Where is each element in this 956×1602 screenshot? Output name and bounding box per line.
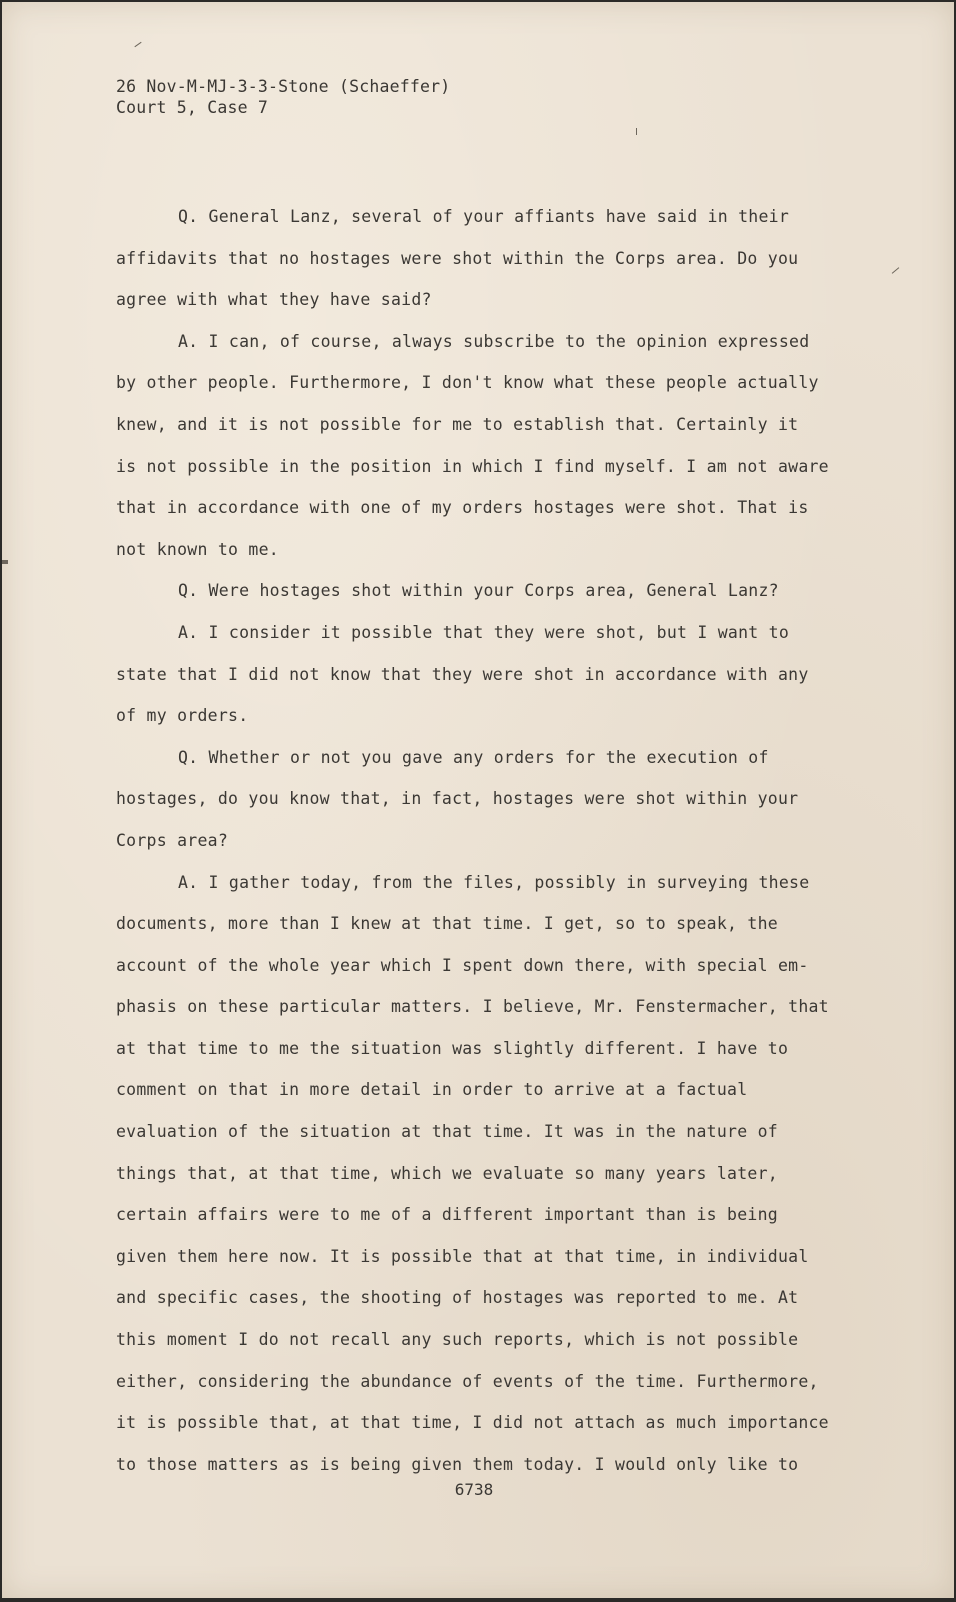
transcript-line: at that time to me the situation was slightly different. I have to <box>116 1038 789 1058</box>
transcript-line: comment on that in more detail in order to arrive at a factual <box>116 1080 748 1100</box>
transcript-line: and specific cases, the shooting of hostages was reported to me. At <box>116 1288 799 1308</box>
transcript-line: that in accordance with one of my orders hostages were shot. That is <box>116 498 809 518</box>
transcript-body <box>116 196 856 1485</box>
transcript-line: agree with what they have said? <box>116 290 432 310</box>
transcript-line: things that, at that time, which we evaluate so many years later, <box>116 1163 778 1183</box>
transcript-line: Q. Whether or not you gave any orders for the execution of <box>178 747 769 767</box>
transcript-line: by other people. Furthermore, I don't know what these people actually <box>116 373 819 393</box>
transcript-line: given them here now. It is possible that at that time, in individual <box>116 1246 809 1266</box>
transcript-line: is not possible in the position in which I find myself. I am not aware <box>116 456 829 476</box>
transcript-line: certain affairs were to me of a different important than is being <box>116 1205 778 1225</box>
transcript-line: A. I gather today, from the files, possibly in surveying these <box>178 872 810 892</box>
transcript-line: A. I consider it possible that they were shot, but I want to <box>178 622 790 642</box>
transcript-line: affidavits that no hostages were shot within the Corps area. Do you <box>116 248 799 268</box>
transcript-line: not known to me. <box>116 539 279 559</box>
transcript-line: documents, more than I knew at that time. I get, so to speak, the <box>116 914 778 934</box>
transcript-line: Corps area? <box>116 830 229 850</box>
stray-mark <box>2 560 8 564</box>
document-page <box>2 2 954 1598</box>
stray-mark <box>134 42 141 47</box>
transcript-line: knew, and it is not possible for me to establish that. Certainly it <box>116 414 799 434</box>
stray-mark <box>636 128 637 135</box>
document-header <box>116 76 450 118</box>
transcript-line: evaluation of the situation at that time. It was in the nature of <box>116 1122 778 1142</box>
transcript-line: to those matters as is being given them today. I would only like to <box>116 1454 799 1474</box>
transcript-line: it is possible that, at that time, I did not attach as much importance <box>116 1413 829 1433</box>
transcript-line: this moment I do not recall any such reports, which is not possible <box>116 1330 799 1350</box>
transcript-line: phasis on these particular matters. I believe, Mr. Fenstermacher, that <box>116 997 829 1017</box>
transcript-line: state that I did not know that they were shot in accordance with any <box>116 664 809 684</box>
transcript-line: either, considering the abundance of events of the time. Furthermore, <box>116 1371 819 1391</box>
transcript-line: Q. General Lanz, several of your affiants have said in their <box>178 207 790 226</box>
transcript-line: of my orders. <box>116 706 249 726</box>
transcript-line: account of the whole year which I spent down there, with special em- <box>116 955 809 975</box>
header-case-reference: 26 Nov-M-MJ-3-3-Stone (Schaeffer) <box>116 77 451 96</box>
transcript-line: Q. Were hostages shot within your Corps area, General Lanz? <box>178 581 779 601</box>
stray-mark <box>892 267 900 274</box>
transcript-line: A. I can, of course, always subscribe to the opinion expressed <box>178 331 810 351</box>
page-number: 6738 <box>454 1480 494 1499</box>
transcript-line: hostages, do you know that, in fact, hostages were shot within your <box>116 789 799 809</box>
header-court-case: Court 5, Case 7 <box>116 98 269 117</box>
